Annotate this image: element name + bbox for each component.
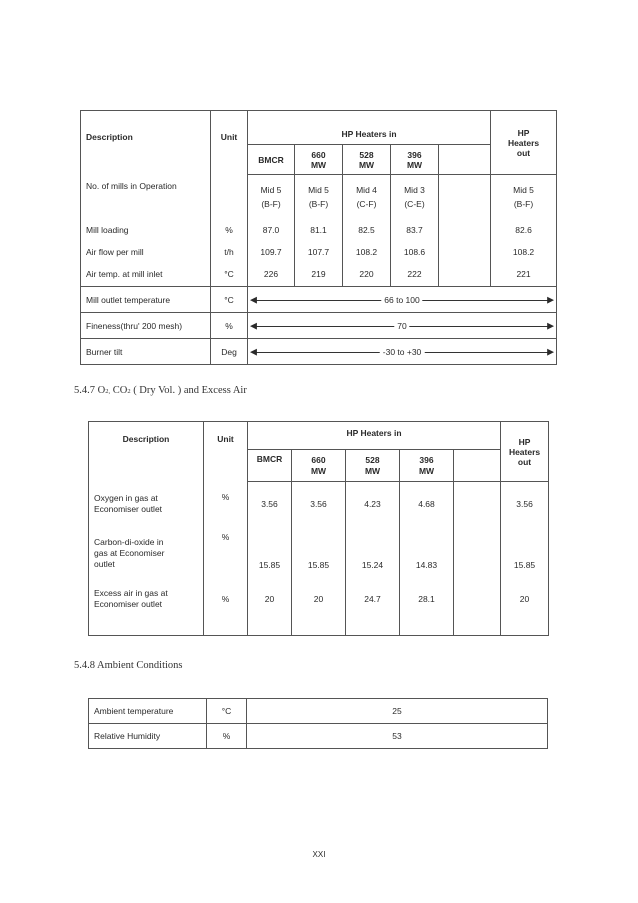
cell-empty [454, 482, 501, 526]
table-row [81, 287, 557, 313]
flue-gas-table [88, 421, 549, 636]
row-unit: % [204, 526, 248, 582]
col-528mw: 528 MW [343, 145, 391, 175]
cell-value: 15.85 [292, 526, 346, 582]
table-row [89, 582, 549, 636]
header-unit: Unit [204, 422, 248, 482]
row-unit: % [204, 582, 248, 636]
cell-value: 226 [248, 263, 295, 287]
header-description: Description [81, 111, 211, 175]
span-range-cell [248, 287, 557, 313]
col-660mw: 660 MW [295, 145, 343, 175]
subscript: 2, [105, 388, 111, 395]
cell-value: 20 [248, 582, 292, 636]
cell-value: 4.68 [400, 482, 454, 526]
cell-value: 82.5 [343, 219, 391, 241]
cell-value: Mid 5 (B-F) [295, 175, 343, 219]
table-row [81, 219, 557, 241]
cell-value: 109.7 [248, 241, 295, 263]
row-desc: Carbon-di-oxide in gas at Economiser outlet [89, 526, 204, 582]
row-desc: Air temp. at mill inlet [81, 263, 211, 287]
col-396mw: 396 MW [400, 450, 454, 482]
row-desc: Excess air in gas at Economiser outlet [89, 582, 204, 636]
cell-value: 15.24 [346, 526, 400, 582]
cell-value: 3.56 [248, 482, 292, 526]
row-unit: % [211, 313, 248, 339]
cell-value: 24.7 [346, 582, 400, 636]
cell-value: 219 [295, 263, 343, 287]
cell-value: Mid 4 (C-F) [343, 175, 391, 219]
row-desc: Relative Humidity [89, 724, 207, 749]
cell-value: 107.7 [295, 241, 343, 263]
cell-empty [439, 219, 491, 241]
cell-value: 4.23 [346, 482, 400, 526]
cell-empty [439, 263, 491, 287]
cell-value: 15.85 [248, 526, 292, 582]
span-range-cell [248, 339, 557, 365]
mill-parameters-table [80, 110, 557, 365]
cell-value: 81.1 [295, 219, 343, 241]
cell-out-value: 15.85 [501, 526, 549, 582]
heading-text: CO [110, 385, 128, 396]
span-range-cell [248, 313, 557, 339]
cell-value: 108.2 [343, 241, 391, 263]
cell-out-value: 82.6 [491, 219, 557, 241]
row-desc: Fineness(thru' 200 mesh) [81, 313, 211, 339]
cell-out-value: Mid 5 (B-F) [491, 175, 557, 219]
cell-out-value: 221 [491, 263, 557, 287]
row-unit: °C [207, 699, 247, 724]
cell-empty [439, 241, 491, 263]
arrow-left-icon: ◀ [250, 319, 257, 330]
row-desc: No. of mills in Operation [81, 175, 211, 219]
header-hp-heaters-in: HP Heaters in [248, 111, 491, 145]
header-hp-heaters-out: HP Heaters out [491, 111, 557, 175]
heading-text: ( Dry Vol. ) and Excess Air [130, 385, 247, 396]
col-bmcr: BMCR [248, 450, 292, 482]
col-bmcr: BMCR [248, 145, 295, 175]
cell-value: 108.6 [391, 241, 439, 263]
row-desc: Oxygen in gas at Economiser outlet [89, 482, 204, 526]
cell-value: 87.0 [248, 219, 295, 241]
table-row [81, 263, 557, 287]
table-row [89, 699, 548, 724]
cell-value: 222 [391, 263, 439, 287]
header-unit: Unit [211, 111, 248, 175]
subscript: 2 [127, 388, 131, 395]
header-hp-heaters-out: HP Heaters out [501, 422, 549, 482]
cell-value: 83.7 [391, 219, 439, 241]
span-value: 70 [394, 320, 409, 330]
cell-out-value: 3.56 [501, 482, 549, 526]
header-description: Description [89, 422, 204, 482]
col-empty [454, 450, 501, 482]
table-row [81, 241, 557, 263]
arrow-right-icon: ▶ [547, 293, 555, 304]
col-empty [439, 145, 491, 175]
row-desc: Burner tilt [81, 339, 211, 365]
col-660mw: 660 MW [292, 450, 346, 482]
section-heading-ambient: 5.4.8 Ambient Conditions [74, 660, 183, 671]
cell-value: 3.56 [292, 482, 346, 526]
col-528mw: 528 MW [346, 450, 400, 482]
cell-value: 28.1 [400, 582, 454, 636]
section-heading-o2-co2 [74, 385, 247, 396]
arrow-right-icon: ▶ [547, 345, 555, 356]
cell-value: 25 [247, 699, 548, 724]
table-row [81, 175, 557, 219]
cell-value: Mid 3 (C-E) [391, 175, 439, 219]
row-desc: Air flow per mill [81, 241, 211, 263]
cell-value: 220 [343, 263, 391, 287]
arrow-left-icon: ◀ [250, 345, 257, 356]
header-hp-heaters-in: HP Heaters in [248, 422, 501, 450]
row-desc: Mill loading [81, 219, 211, 241]
cell-empty [454, 526, 501, 582]
span-value: 66 to 100 [381, 294, 422, 304]
arrow-left-icon: ◀ [250, 293, 257, 304]
row-unit: % [207, 724, 247, 749]
row-unit: °C [211, 263, 248, 287]
table-row [89, 526, 549, 582]
cell-value: 20 [292, 582, 346, 636]
cell-value: Mid 5 (B-F) [248, 175, 295, 219]
cell-value: 14.83 [400, 526, 454, 582]
cell-out-value: 20 [501, 582, 549, 636]
row-desc: Ambient temperature [89, 699, 207, 724]
table-row [89, 482, 549, 526]
heading-text: 5.4.7 O [74, 385, 106, 396]
row-unit: Deg [211, 339, 248, 365]
row-unit: t/h [211, 241, 248, 263]
row-unit: °C [211, 287, 248, 313]
arrow-right-icon: ▶ [547, 319, 555, 330]
row-unit: % [204, 482, 248, 526]
span-value: -30 to +30 [380, 346, 425, 356]
cell-empty [439, 175, 491, 219]
col-396mw: 396 MW [391, 145, 439, 175]
cell-out-value: 108.2 [491, 241, 557, 263]
cell-value: 53 [247, 724, 548, 749]
table-row [81, 339, 557, 365]
row-unit: % [211, 219, 248, 241]
table-row [89, 724, 548, 749]
row-unit [211, 175, 248, 219]
ambient-conditions-table [88, 698, 548, 749]
cell-empty [454, 582, 501, 636]
page-number: XXI [312, 850, 326, 859]
row-desc: Mill outlet temperature [81, 287, 211, 313]
table-row [81, 313, 557, 339]
